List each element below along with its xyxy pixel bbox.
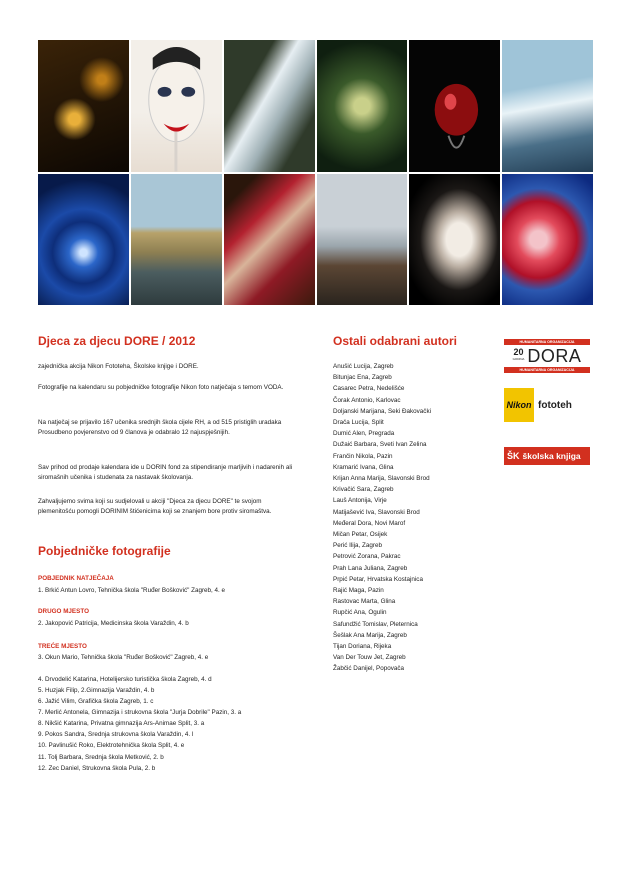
photo-feather — [409, 174, 500, 306]
author-entry: Krivačić Sara, Zagreb — [333, 486, 394, 494]
photo-red-glass — [502, 174, 593, 306]
author-entry: Šešlak Ana Marija, Zagreb — [333, 631, 407, 639]
photo-sparkles — [38, 40, 129, 172]
winners-heading: Pobjedničke fotografije — [38, 544, 171, 558]
paragraph-contest: Na natječaj se prijavilo 167 učenika srednjih škola cijele RH, a od 515 pristiglih uradaka Prosudbeno povjerenstvo od 9 članova je odabralo 12 najuspješnijih. — [38, 419, 282, 436]
photo-grid — [38, 40, 593, 305]
nikon-fototeh-logo: Nikon fototeh — [504, 388, 590, 422]
author-entry: Čorak Antonio, Karlovac — [333, 396, 401, 404]
author-entry: Frančin Nikola, Pazin — [333, 452, 393, 460]
paragraph-intro: zajednička akcija Nikon Fototeha, Školske knjige i DORE. — [38, 363, 199, 370]
author-entry: Rajić Maga, Pazin — [333, 587, 384, 594]
author-entry: Safundžić Tomislav, Pleternica — [333, 620, 418, 628]
winner-entry: 9. Pokos Sandra, Srednja strukovna škola Varaždin, 4. l — [38, 731, 194, 738]
winner-entry: 12. Zec Daniel, Strukovna škola Pula, 2. b — [38, 765, 156, 772]
photo-waterfall — [224, 40, 315, 172]
author-entry: Drača Lucija, Split — [333, 419, 384, 426]
photo-sea-pier — [317, 174, 408, 306]
author-entry: Lauš Antonija, Virje — [333, 497, 387, 505]
author-entry: Petrović Zorana, Pakrac — [333, 553, 401, 561]
paragraph-photos: Fotografije na kalendaru su pobjedničke fotografije Nikon foto natječaja s temom VODA. — [38, 384, 284, 391]
page-title: Djeca za djecu DORE / 2012 — [38, 334, 196, 348]
winner-entry: 11. Tolj Barbara, Srednja škola Metković, 2. b — [38, 754, 164, 761]
nikon-badge: Nikon — [504, 388, 534, 422]
author-entry: Kramarić Ivana, Glina — [333, 463, 394, 471]
winner-entry: 6. Jažić Vilim, Grafička škola Zagreb, 1. c — [38, 698, 154, 705]
winner-entry: 5. Huzjak Filip, 2.Gimnazija Varaždin, 4. b — [38, 687, 155, 694]
third-place-label: TREĆE MJESTO — [38, 643, 87, 650]
author-entry: Prah Lana Juliana, Zagreb — [333, 564, 408, 572]
author-entry: Dužaić Barbara, Sveti Ivan Zelina — [333, 441, 427, 449]
photo-red-drop — [409, 40, 500, 172]
authors-heading: Ostali odabrani autori — [333, 334, 458, 348]
author-entry: Prpić Petar, Hrvatska Kostajnica — [333, 575, 423, 583]
author-entry: Bitunjac Ena, Zagreb — [333, 374, 392, 382]
author-entry: Casarec Petra, Nedelišće — [333, 385, 405, 393]
third-place-entry: 3. Okun Mario, Tehnička škola "Ruđer Bošković" Zagreb, 4. e — [38, 654, 209, 661]
author-entry: Doljanski Marijana, Seki Đakovački — [333, 407, 431, 415]
skolska-knjiga-logo: ŠK školska knjiga — [504, 447, 590, 465]
author-entry: Žabčić Danijel, Popovača — [333, 665, 405, 673]
dora-logo: HUMANITARNA ORGANIZACIJA 20 GODINA DORA HUMANITARNA ORGANIZACIJA — [504, 339, 590, 373]
author-entry: Van Der Touw Jet, Zagreb — [333, 654, 406, 662]
winner-entry: 7. Merlić Antonela, Gimnazija i strukovna škola "Jurja Dobrile" Pazin, 3. a — [38, 709, 242, 716]
author-entry: Mičan Petar, Osijek — [333, 531, 388, 538]
first-place-label: POBJEDNIK NATJEČAJA — [38, 575, 114, 582]
photo-blue-ripple — [38, 174, 129, 306]
photo-red-leaves — [224, 174, 315, 306]
winner-entry: 8. Nikšić Katarina, Privatna gimnazija Ars-Animae Split, 3. a — [38, 720, 205, 727]
photo-river — [502, 40, 593, 172]
second-place-entry: 2. Jakopović Patricija, Medicinska škola Varaždin, 4. b — [38, 620, 189, 627]
photo-boat-reeds — [131, 174, 222, 306]
second-place-label: DRUGO MJESTO — [38, 608, 89, 615]
winner-entry: 4. Drvodelić Katarina, Hotelijersko turistička škola Zagreb, 4. d — [38, 676, 212, 683]
winner-entry: 10. Pavlinušić Roko, Elektrotehnička škola Split, 4. e — [38, 742, 185, 749]
first-place-entry: 1. Brkić Antun Lovro, Tehnička škola "Ruđer Bošković" Zagreb, 4. e — [38, 587, 226, 594]
author-entry: Rupčić Ana, Ogulin — [333, 609, 387, 617]
photo-droplets-leaf — [317, 40, 408, 172]
author-entry: Krijan Anna Marija, Slavonski Brod — [333, 475, 430, 482]
author-entry: Međeral Dora, Novi Marof — [333, 519, 406, 527]
author-entry: Matijašević Iva, Slavonski Brod — [333, 508, 420, 516]
author-entry: Perić Ilija, Zagreb — [333, 542, 382, 550]
author-entry: Rastovac Marta, Glina — [333, 598, 396, 606]
author-entry: Anušić Lucija, Zagreb — [333, 363, 394, 370]
paragraph-fund: Sav prihod od prodaje kalendara ide u DORIN fond za stipendiranje marljivih i nadarenih ali siromašnih učenika i studenata za nastavak školovanja. — [38, 464, 293, 481]
author-entry: Tijan Doriana, Rijeka — [333, 643, 392, 650]
paragraph-thanks: Zahvaljujemo svima koji su sudjelovali u akciji "Djeca za djecu DORE" te svojom plemenitošću pomogli DORINIM štićenicima koji se znanjem bore protiv siromaštva. — [38, 498, 272, 515]
photo-face — [131, 40, 222, 172]
author-entry: Dumić Alen, Pregrada — [333, 430, 395, 438]
